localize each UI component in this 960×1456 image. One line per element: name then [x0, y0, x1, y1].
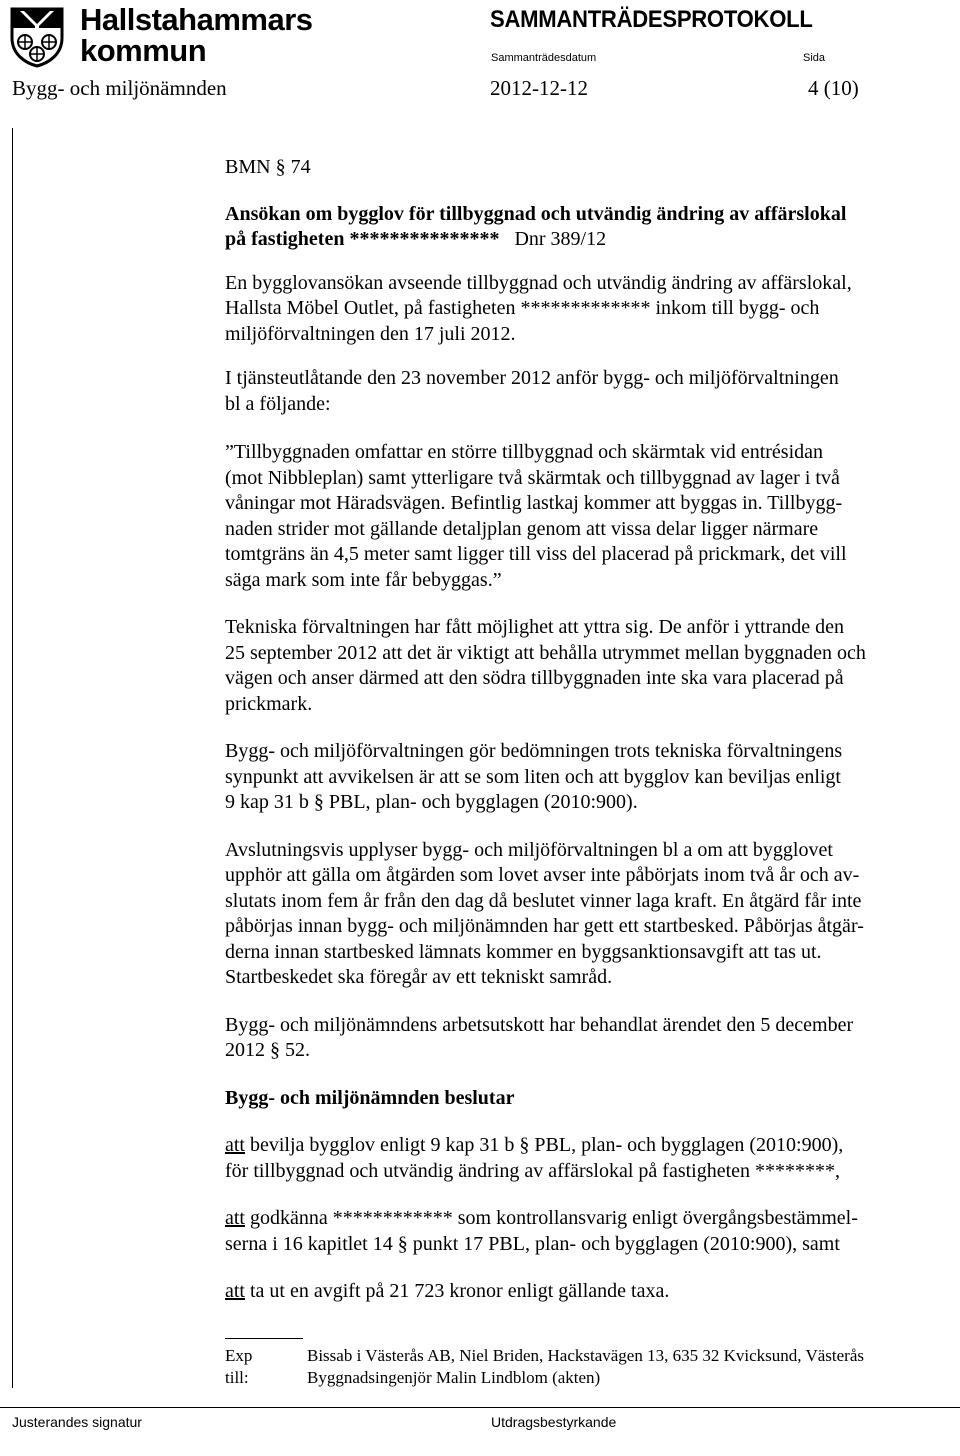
date-label: Sammanträdesdatum [491, 52, 597, 64]
text-line: bl a följande: [225, 392, 331, 415]
text-line: naden strider mot gällande detaljplan genom att vissa delar ligger närmare [225, 517, 819, 540]
text-line: 9 kap 31 b § PBL, plan- och bygglagen (2010:900). [225, 791, 638, 813]
text-line [225, 1133, 960, 1159]
text-span: godkänna ************ som kontrollansvarig enligt övergångsbestämmel- [245, 1207, 858, 1229]
text-line: (mot Nibbleplan) samt ytterligare två skärmtak och tillbyggnad av lager i två [225, 466, 840, 489]
paragraph-application [225, 271, 960, 348]
brand-line-2: kommun [80, 33, 207, 68]
paragraph-id: BMN § 74 [225, 156, 311, 178]
paragraph-committee [225, 1013, 960, 1064]
coat-of-arms-logo [9, 6, 65, 68]
footer-rule [0, 1407, 960, 1408]
paragraph-assessment [225, 739, 960, 816]
text-line: En bygglovansökan avseende tillbyggnad och utvändig ändring av affärslokal, [225, 271, 852, 294]
case-title-line-1: Ansökan om bygglov för tillbyggnad och utvändig ändring av affärslokal [225, 202, 847, 225]
decision-heading: Bygg- och miljönämnden beslutar [225, 1086, 515, 1109]
paragraph-statement [225, 366, 960, 417]
text-line: upphör att gälla om åtgärden som lovet avser inte påbörjats inom två år och av- [225, 864, 860, 886]
brand-name [80, 4, 313, 66]
page-label: Sida [803, 52, 826, 64]
text-line: prickmark. [225, 692, 313, 715]
text-line: 25 september 2012 att det är viktigt att behålla utrymmet mellan byggnaden och [225, 641, 866, 664]
text-line: våningar mot Häradsvägen. Befintlig lastkaj kommer att byggas in. Tillbygg- [225, 492, 843, 514]
meeting-date: 2012-12-12 [490, 76, 588, 100]
quoted-statement [225, 440, 960, 593]
text-line: Bygg- och miljöförvaltningen gör bedömningen trots tekniska förvaltningens [225, 740, 843, 762]
text-line: ”Tillbyggnaden omfattar en större tillbyggnad och skärmtak vid entrésidan [225, 441, 824, 463]
text-line [225, 1279, 960, 1305]
document-body [225, 150, 960, 1305]
case-title-line-2 [225, 227, 960, 253]
case-dnr: Dnr 389/12 [514, 228, 607, 250]
text-line: Tekniska förvaltningen har fått möjlighet att yttra sig. De anför i yttrande den [225, 616, 844, 638]
decision-2 [225, 1206, 960, 1257]
text-line: påbörjas innan bygg- och miljönämnden har gett ett startbesked. Påbörjas åtgär- [225, 915, 864, 937]
text-line: vägen och anser därmed att den södra tillbyggnaden inte ska vara placerad på [225, 667, 844, 689]
decision-3 [225, 1279, 960, 1305]
distribution-recipient: Bissab i Västerås AB, Niel Briden, Hackstavägen 13, 635 32 Kvicksund, Västerås [307, 1346, 864, 1365]
text-line: I tjänsteutlåtande den 23 november 2012 anför bygg- och miljöförvaltningen [225, 367, 839, 389]
text-line: synpunkt att avvikelsen är att se som liten och att bygglov kan beviljas enligt [225, 765, 841, 788]
committee-name: Bygg- och miljönämnden [12, 76, 227, 100]
text-line: Hallsta Möbel Outlet, på fastigheten ************* inkom till bygg- och [225, 297, 820, 319]
footer-certification-label: Utdragsbestyrkande [491, 1414, 617, 1430]
document-title: SAMMANTRÄDESPROTOKOLL [490, 6, 813, 33]
text-line: säga mark som inte får bebyggas.” [225, 568, 502, 591]
case-title-property: på fastigheten *************** [225, 228, 500, 250]
att-keyword: att [225, 1134, 245, 1156]
text-span: ta ut en avgift på 21 723 kronor enligt gällande taxa. [245, 1280, 670, 1302]
paragraph-technical-office [225, 615, 960, 717]
text-line: Startbeskedet ska föregår av ett tekniskt samråd. [225, 966, 613, 988]
text-line: Bygg- och miljönämndens arbetsutskott har behandlat ärendet den 5 december [225, 1013, 854, 1036]
text-line: Avslutningsvis upplyser bygg- och miljöförvaltningen bl a om att bygglovet [225, 838, 833, 861]
paragraph-conclusion [225, 838, 960, 991]
text-line: serna i 16 kapitlet 14 § punkt 17 PBL, plan- och bygglagen (2010:900), samt [225, 1232, 840, 1255]
brand-line-1: Hallstahammars [80, 2, 313, 37]
page-number: 4 (10) [808, 76, 859, 100]
distribution-label: Exp till: [225, 1346, 253, 1387]
distribution-recipient: Byggnadsingenjör Malin Lindblom (akten) [307, 1368, 601, 1387]
distribution-separator [225, 1338, 303, 1339]
text-line: slutats inom fem år från den dag då beslutet vinner laga kraft. En åtgärd får inte [225, 889, 862, 912]
text-line: tomtgräns än 4,5 meter samt ligger till viss del placerad på prickmark, det vill [225, 543, 847, 565]
text-line: miljöförvaltningen den 17 juli 2012. [225, 322, 516, 345]
att-keyword: att [225, 1207, 245, 1229]
att-keyword: att [225, 1280, 245, 1302]
footer-signature-label: Justerandes signatur [12, 1414, 142, 1430]
text-line [225, 1206, 960, 1232]
left-margin-rule [12, 128, 13, 1388]
decision-1 [225, 1133, 960, 1184]
text-line: för tillbyggnad och utvändig ändring av affärslokal på fastigheten ********, [225, 1159, 841, 1182]
text-span: bevilja bygglov enligt 9 kap 31 b § PBL, plan- och bygglagen (2010:900), [245, 1134, 844, 1156]
text-line: derna innan startbesked lämnats kommer en byggsanktionsavgift att tas ut. [225, 940, 822, 963]
text-line: 2012 § 52. [225, 1039, 310, 1061]
